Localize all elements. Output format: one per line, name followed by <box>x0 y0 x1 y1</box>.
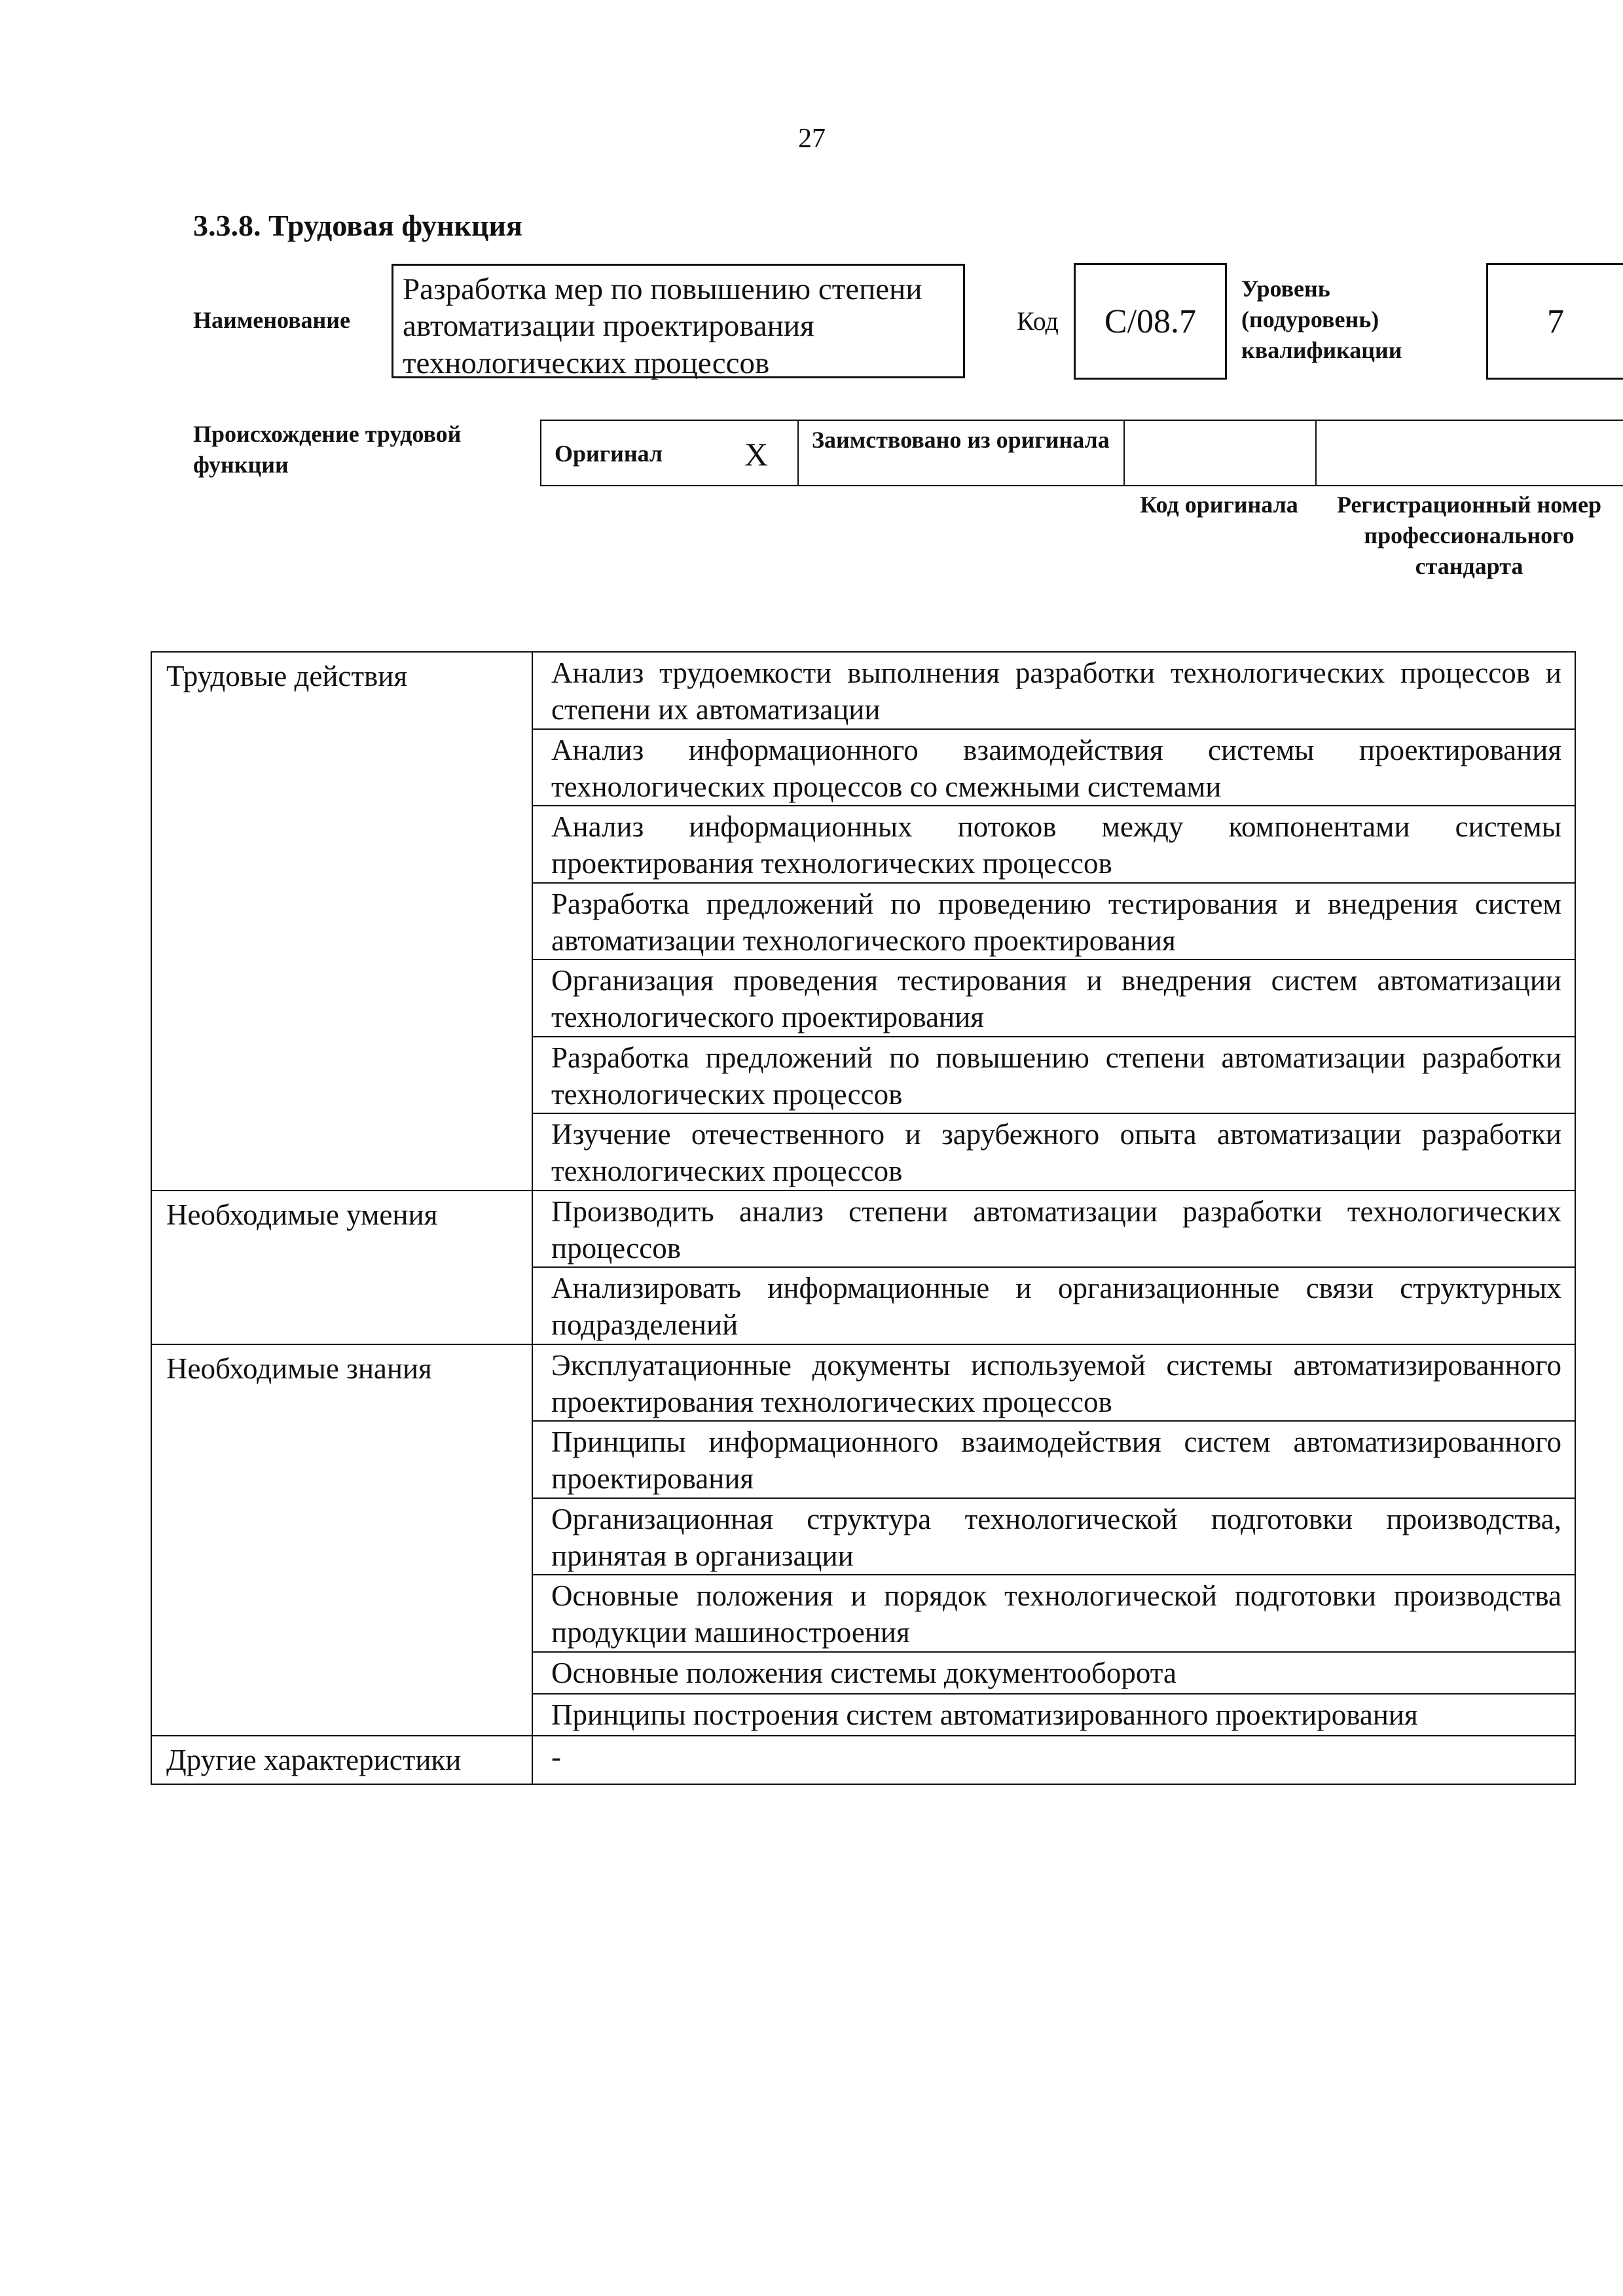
original-cell <box>540 421 797 485</box>
function-name-box: Разработка мер по повышению степени автоматизации проектирования технологических процессов <box>392 264 965 378</box>
labor-action-item: Анализ трудоемкости выполнения разработки технологических процессов и степени их автоматизации <box>532 652 1575 729</box>
origin-table <box>540 420 1623 486</box>
knowledge-item: Эксплуатационные документы используемой системы автоматизированного проектирования технологических процессов <box>532 1344 1575 1422</box>
labor-action-item: Анализ информационных потоков между компонентами системы проектирования технологических процессов <box>532 806 1575 883</box>
level-label: Уровень (подуровень) квалификации <box>1241 276 1402 363</box>
function-details-table <box>151 651 1576 1785</box>
original-label: Оригинал <box>555 440 663 467</box>
original-code-cell <box>1123 421 1315 485</box>
original-mark: X <box>744 436 769 473</box>
code-label: Код <box>1017 306 1059 336</box>
knowledge-label: Необходимые знания <box>151 1344 532 1736</box>
borrowed-cell: Заимствовано из оригинала <box>797 421 1123 485</box>
knowledge-item: Основные положения системы документооборота <box>532 1652 1575 1694</box>
table-row <box>151 1344 1575 1422</box>
labor-action-item: Организация проведения тестирования и внедрения систем автоматизации технологического проектирования <box>532 960 1575 1037</box>
page-number: 27 <box>798 124 826 154</box>
labor-actions-label: Трудовые действия <box>151 652 532 1191</box>
level-box: 7 <box>1486 263 1623 380</box>
skill-item: Анализировать информационные и организационные связи структурных подразделений <box>532 1267 1575 1344</box>
other-label: Другие характеристики <box>151 1736 532 1784</box>
labor-action-item: Изучение отечественного и зарубежного опыта автоматизации разработки технологических процессов <box>532 1113 1575 1191</box>
skills-label: Необходимые умения <box>151 1191 532 1344</box>
name-label: Наименование <box>193 307 350 333</box>
section-title: 3.3.8. Трудовая функция <box>193 209 522 242</box>
table-row <box>151 1191 1575 1268</box>
other-value: - <box>532 1736 1575 1784</box>
skill-item: Производить анализ степени автоматизации разработки технологических процессов <box>532 1191 1575 1268</box>
original-code-caption: Код оригинала <box>1140 492 1298 518</box>
labor-action-item: Анализ информационного взаимодействия системы проектирования технологических процессов со смежными системами <box>532 729 1575 806</box>
function-code-box: С/08.7 <box>1074 263 1227 380</box>
origin-label: Происхождение трудовой функции <box>193 421 462 478</box>
labor-action-item: Разработка предложений по повышению степени автоматизации разработки технологических процессов <box>532 1037 1575 1114</box>
reg-number-caption: Регистрационный номер профессионального стандарта <box>1336 492 1602 579</box>
knowledge-item: Основные положения и порядок технологической подготовки производства продукции машиностроения <box>532 1575 1575 1652</box>
table-row <box>151 1736 1575 1784</box>
knowledge-item: Принципы информационного взаимодействия систем автоматизированного проектирования <box>532 1421 1575 1498</box>
reg-number-cell <box>1315 421 1623 485</box>
knowledge-item: Принципы построения систем автоматизированного проектирования <box>532 1694 1575 1736</box>
knowledge-item: Организационная структура технологической подготовки производства, принятая в организации <box>532 1498 1575 1575</box>
table-row <box>151 652 1575 729</box>
labor-action-item: Разработка предложений по проведению тестирования и внедрения систем автоматизации технологического проектирования <box>532 883 1575 960</box>
